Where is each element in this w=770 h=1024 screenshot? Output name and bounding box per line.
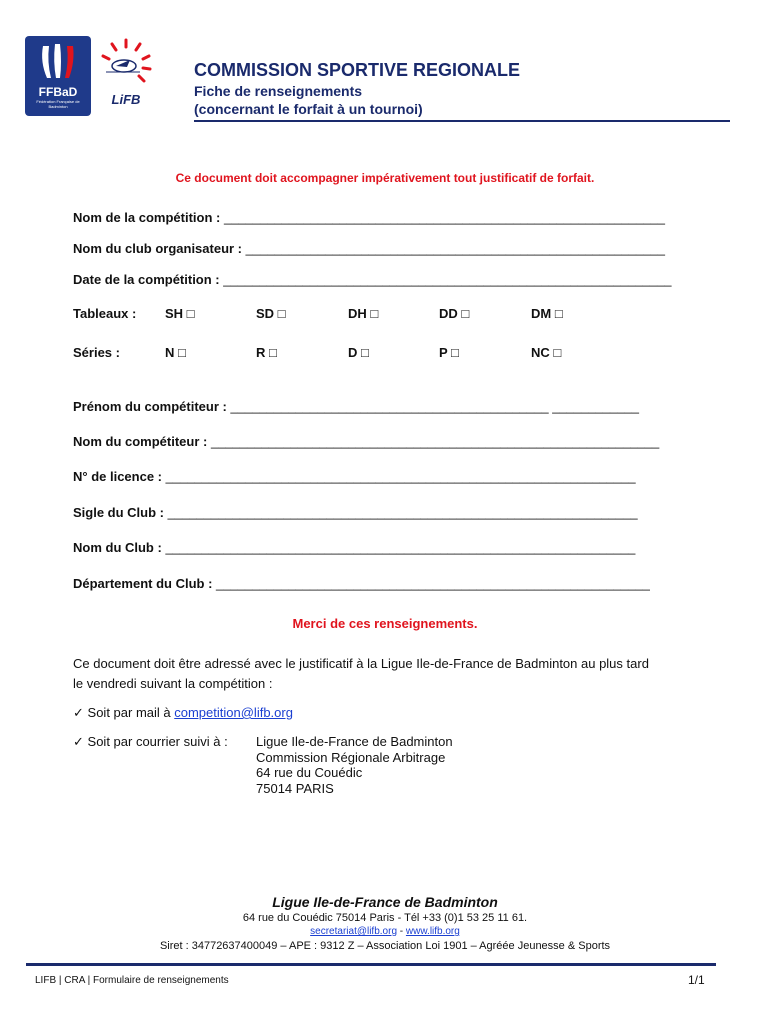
thanks-text: Merci de ces renseignements. [292,616,478,631]
competition-date-field[interactable]: ______________________________________________________________ [223,272,672,287]
competition-name-field[interactable]: _____________________________________________________________ [223,210,665,225]
tableaux-option-dm[interactable]: DM □ [531,306,563,321]
footer-page-label: LIFB | CRA | Formulaire de renseignements [35,975,229,986]
tableaux-option-sd[interactable]: SD □ [256,306,286,321]
club-acronym-label: Sigle du Club : [73,505,164,520]
lifb-star-logo-icon [94,36,158,92]
competition-date-row [73,272,672,287]
competition-name-row [73,210,665,225]
postal-address [256,734,453,796]
footer-divider [26,963,716,966]
ffbad-logo [25,36,91,116]
club-department-row [73,576,650,591]
club-acronym-row [73,505,638,520]
address-line: Commission Régionale Arbitrage [256,749,446,765]
courrier-option-label: Soit par courrier suivi à : [87,734,228,749]
ffbad-logo-text: FFBaD [38,85,78,99]
competitor-lastname-label: Nom du compétiteur : [73,434,208,449]
series-option-nc[interactable]: NC □ [531,345,562,360]
page-subtitle-1: Fiche de renseignements [194,83,363,99]
competition-name-label: Nom de la compétition : [73,210,221,225]
page-subtitle-2: (concernant le forfait à un tournoi) [194,101,423,117]
licence-row [73,469,636,484]
competitor-firstname-field[interactable]: ____________________________________________ ____________ [230,399,639,414]
mail-option [73,705,293,721]
footer-link-separator: - [399,926,404,937]
footer-page-number: 1/1 [688,973,705,987]
address-line: 64 rue du Couédic [256,765,363,780]
footer-links [0,926,770,937]
series-option-n[interactable]: N □ [165,345,186,360]
club-department-field[interactable]: ____________________________________________________________ [216,576,650,591]
instructions-line-1: Ce document doit être adressé avec le justificatif à la Ligue Ile-de-France de Badminton au plus tard [73,656,649,671]
club-department-label: Département du Club : [73,576,213,591]
header-divider [194,120,730,122]
page-title: COMMISSION SPORTIVE REGIONALE [194,60,521,80]
notice-text: Ce document doit accompagner impérativement tout justificatif de forfait. [175,171,595,185]
footer-org-name: Ligue Ile-de-France de Badminton [272,894,498,910]
shuttlecock-feathers-icon [25,40,91,86]
competition-email-link[interactable]: competition@lifb.org [174,705,293,720]
licence-label: N° de licence : [73,469,163,484]
competitor-firstname-row [73,399,639,414]
club-name-row [73,540,635,555]
tableaux-option-dh[interactable]: DH □ [348,306,379,321]
tableaux-option-sh[interactable]: SH □ [165,306,195,321]
club-name-label: Nom du Club : [73,540,162,555]
competitor-firstname-label: Prénom du compétiteur : [73,399,227,414]
competitor-lastname-row [73,434,659,449]
organizer-club-field[interactable]: __________________________________________________________ [245,241,665,256]
series-option-r[interactable]: R □ [256,345,277,360]
lifb-logo-text: LiFB [111,92,141,107]
footer-email-link[interactable]: secretariat@lifb.org [310,926,398,937]
organizer-club-label: Nom du club organisateur : [73,241,243,256]
checkmark-icon: ✓ [73,734,84,749]
address-line: 75014 PARIS [256,780,334,796]
club-acronym-field[interactable]: _________________________________________________________________ [167,505,638,520]
tableaux-label: Tableaux : [73,306,137,321]
lifb-logo [94,36,158,116]
ffbad-logo-subtext: Fédération Française de Badminton [36,99,80,109]
address-line: Ligue Ile-de-France de Badminton [256,734,453,749]
checkmark-icon: ✓ [73,705,84,720]
series-label: Séries : [73,345,120,360]
competition-date-label: Date de la compétition : [73,272,220,287]
mail-option-label: Soit par mail à [87,705,171,720]
club-name-field[interactable]: _________________________________________________________________ [165,540,636,555]
licence-field[interactable]: _________________________________________________________________ [165,469,636,484]
series-option-p[interactable]: P □ [439,345,459,360]
series-option-d[interactable]: D □ [348,345,369,360]
courrier-option [73,734,228,750]
footer-address: 64 rue du Couédic 75014 Paris - Tél +33 (0)1 53 25 11 61. [242,912,528,924]
footer-website-link[interactable]: www.lifb.org [405,926,460,937]
tableaux-option-dd[interactable]: DD □ [439,306,470,321]
instructions-line-2: le vendredi suivant la compétition : [73,676,273,691]
footer-siret: Siret : 34772637400049 – APE : 9312 Z – Association Loi 1901 – Agréée Jeunesse & Sports [159,940,611,952]
competitor-lastname-field[interactable]: ______________________________________________________________ [210,434,660,449]
organizer-club-row [73,241,665,256]
